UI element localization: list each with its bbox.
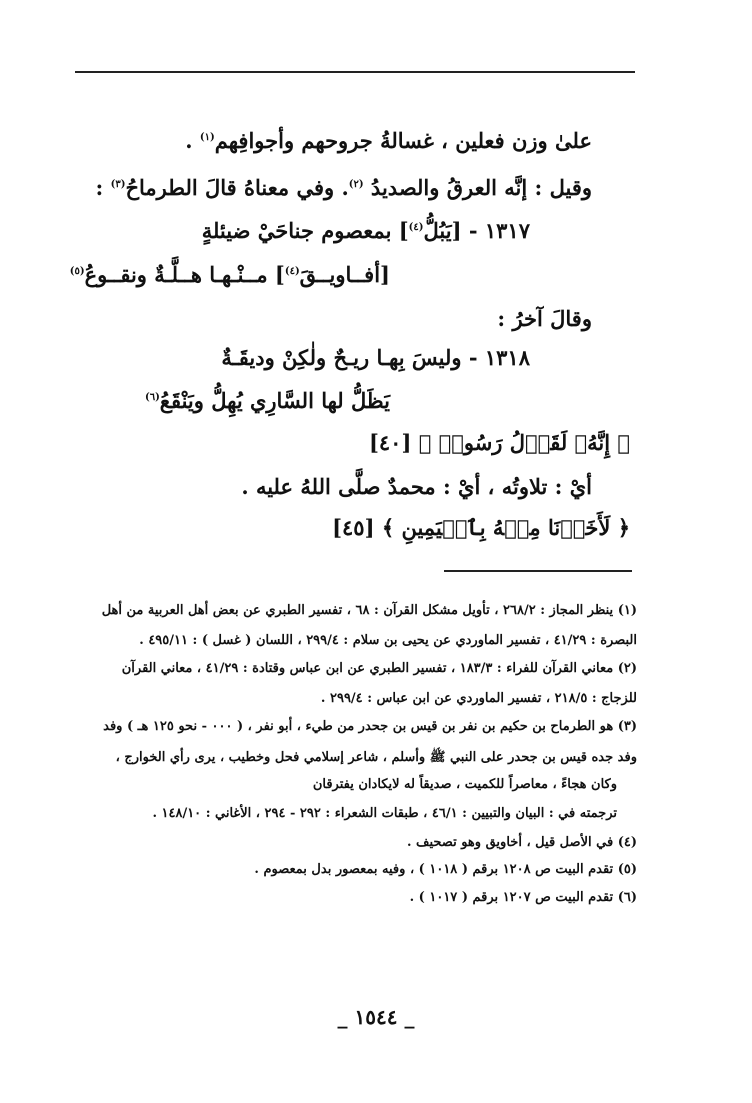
footnote-1-line-1: (١) ينظر المجاز : ٢٦٨/٢ ، تأويل مشكل القرآن : ٦٨ ، تفسير الطبري عن بعض أهل العربية من أهل (101, 603, 637, 618)
footnote-ref: (٣) (110, 179, 126, 190)
top-rule (75, 71, 635, 73)
text-line-1: علىٰ وزن فعلين ، غسالةُ جروحهم وأجوافِهم$^{(١)}$ . (185, 128, 592, 153)
footnote-1-line-2: البصرة : ٤١/٢٩ ، تفسير الماوردي عن يحيى بن سلام : ٢٩٩/٤ ، اللسان ( غسل ) : ٤٩٥/١١ . (139, 633, 637, 648)
footnote-3-line-2: وفد جده قيس بن جحدر على النبي ﷺ وأسلم ، شاعر إسلامي فحل وخطيب ، يرى رأي الخوارج ، (115, 750, 637, 765)
verse-1317-second-hemistich: [أفــاويــقَ$^{(٤)}$] مــنْـهـا هــلَّـةٌ ونقــوعُ$^{(٥)}$ (69, 262, 390, 287)
footnote-2-line-2: للزجاج : ٢١٨/٥ ، تفسير الماوردي عن ابن عباس : ٢٩٩/٤ . (320, 691, 637, 706)
ornate-bracket-close: ﴾ (381, 515, 395, 540)
footnote-3-line-3: وكان هجاءً ، معاصراً للكميت ، صديقاً له لايكادان يفترقان (312, 777, 617, 792)
footnote-separator (444, 570, 632, 572)
verse-1318-second-hemistich: يَظَلُّ لها السَّارِي يُهِلُّ ويَنْقَعُ$^{(٦)}$ (144, 388, 390, 413)
footnote-ref: (٦) (144, 392, 160, 403)
footnote-ref: (٥) (69, 266, 85, 277)
footnote-ref: (١) (199, 132, 215, 143)
quran-verse-45 (332, 515, 630, 540)
footnote-5: (٥) تقدم البيت ص ١٢٠٨ برقم ( ١٠١٨ ) ، وفيه بمعصور بدل بمعصوم . (254, 862, 637, 877)
text-line-2: وقيل : إنَّه العرقُ والصديدُ $^{(٢)}$. وفي معناهُ قالَ الطرماحُ$^{(٣)}$ : (95, 175, 592, 200)
footnote-3-line-4: ترجمته في : البيان والتبيين : ٤٦/١ ، طبقات الشعراء : ٢٩٢ - ٢٩٤ ، الأغاني : ١٤٨/١٠ . (152, 806, 617, 821)
footnote-ref: (٤) (284, 266, 300, 277)
verse-number: [٤٥] (332, 515, 375, 540)
explanation-line: أيْ : تلاوتُه ، أيْ : محمدٌ صلَّى اللهُ عليه . (241, 474, 592, 499)
verse-1317-first-hemistich: ١٣١٧ - [يَبُلُّ$^{(٤)}$] بمعصوم جناحَيْ ضيئلةٍ (201, 218, 530, 243)
footnote-ref: (٤) (408, 222, 424, 233)
quran-text: لَأَخَذۡنَا مِنۡهُ بِٱلۡيَمِينِ (401, 515, 611, 540)
ornate-bracket-open: ﴿ (617, 430, 630, 455)
footnote-2-line-1: (٢) معاني القرآن للفراء : ١٨٣/٣ ، تفسير الطبري عن ابن عباس وقتادة : ٤١/٢٩ ، معاني القرآن (121, 661, 637, 676)
quran-verse-40 (369, 430, 630, 455)
ornate-bracket-close: ﴾ (418, 430, 432, 455)
ornate-bracket-open: ﴿ (617, 515, 630, 540)
quran-text: إِنَّهُۥ لَقَوۡلُ رَسُولٖ (438, 430, 611, 455)
verse-number: [٤٠] (368, 430, 412, 455)
footnote-4: (٤) في الأصل قيل ، أخاويق وهو تصحيف . (406, 835, 637, 850)
text-line-other-poet: وقالَ آخرُ : (497, 306, 592, 331)
page-number: _ ١٥٤٤ _ (337, 1005, 415, 1029)
footnote-3-line-1: (٣) هو الطرماح بن حكيم بن نفر بن قيس بن جحدر من طيء ، أبو نفر ، ( ٠٠٠ - نحو ١٢٥ هـ ) وفد (103, 719, 637, 734)
verse-1318-first-hemistich: ١٣١٨ - وليسَ بِهـا ريـحٌ ولٰكِنْ وديقَـةٌ (221, 345, 530, 370)
footnote-6: (٦) تقدم البيت ص ١٢٠٧ برقم ( ١٠١٧ ) . (409, 890, 637, 905)
footnote-ref: (٢) (348, 179, 364, 190)
